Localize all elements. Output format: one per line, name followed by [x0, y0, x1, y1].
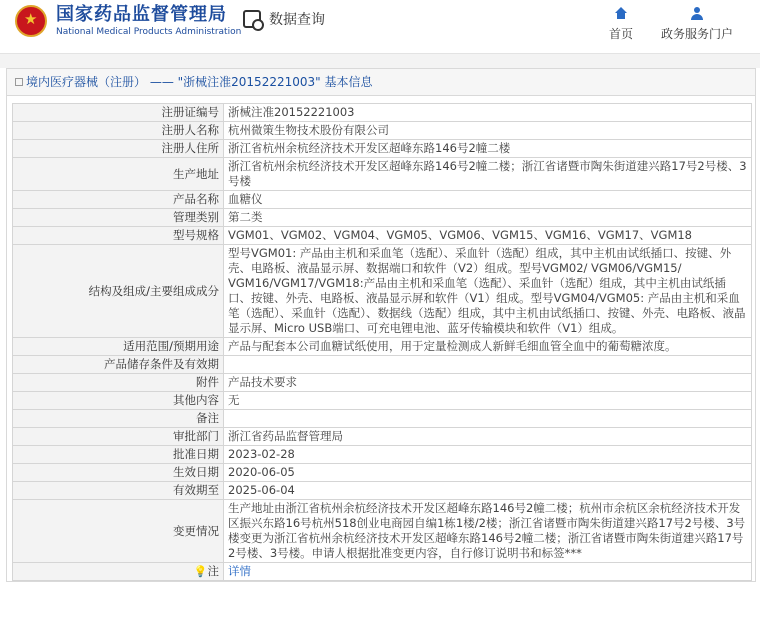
row-value: 浙械注准20152221003: [224, 104, 752, 122]
detail-panel: [6, 68, 756, 582]
table-row: [13, 227, 752, 245]
row-label: 生效日期: [13, 464, 224, 482]
row-value: 2025-06-04: [224, 482, 752, 500]
note-label-cell: [13, 563, 224, 581]
logo-text: [56, 4, 241, 38]
row-value: 第二类: [224, 209, 752, 227]
logo-title-en: National Medical Products Administration: [56, 27, 242, 37]
table-row: [13, 464, 752, 482]
row-label: 其他内容: [13, 392, 224, 410]
row-label: 结构及组成/主要组成成分: [13, 245, 224, 338]
row-value: 血糖仪: [224, 191, 752, 209]
search-document-icon: [243, 10, 261, 28]
row-value: 浙江省杭州余杭经济技术开发区超峰东路146号2幢二楼: [224, 140, 752, 158]
row-label: 变更情况: [13, 500, 224, 563]
user-icon: [657, 7, 737, 21]
national-emblem-icon: [15, 5, 47, 37]
table-row: [13, 428, 752, 446]
row-label: 备注: [13, 410, 224, 428]
home-icon: [606, 7, 636, 21]
table-row: [13, 158, 752, 191]
data-query-label: 数据查询: [269, 12, 325, 28]
table-row-note: [13, 563, 752, 581]
nav-gov-portal[interactable]: [657, 7, 737, 42]
table-row: [13, 191, 752, 209]
table-row: [13, 410, 752, 428]
table-row: [13, 356, 752, 374]
table-row: [13, 374, 752, 392]
row-label: 适用范围/预期用途: [13, 338, 224, 356]
row-label: 有效期至: [13, 482, 224, 500]
bulb-icon: 💡: [193, 565, 208, 578]
row-value: VGM01、VGM02、VGM04、VGM05、VGM06、VGM15、VGM16、VGM17、VGM18: [224, 227, 752, 245]
row-value: 浙江省杭州余杭经济技术开发区超峰东路146号2幢二楼；浙江省诸暨市陶朱街道建兴路17号2号楼、3号楼: [224, 158, 752, 191]
row-label: 注册证编号: [13, 104, 224, 122]
table-row: [13, 209, 752, 227]
table-row: [13, 104, 752, 122]
row-value: [224, 356, 752, 374]
row-value: 2020-06-05: [224, 464, 752, 482]
row-label: 附件: [13, 374, 224, 392]
nav-gov-portal-label: 政务服务门户: [660, 27, 733, 41]
detail-table: [12, 103, 752, 581]
table-row: [13, 392, 752, 410]
row-value: 产品与配套本公司血糖试纸使用，用于定量检测成人新鲜毛细血管全血中的葡萄糖浓度。: [224, 338, 752, 356]
table-row: [13, 140, 752, 158]
row-label: 产品名称: [13, 191, 224, 209]
header-gap: [0, 54, 760, 68]
note-value-cell: [224, 563, 752, 581]
row-value: [224, 410, 752, 428]
logo-title-cn: 国家药品监督管理局: [56, 4, 227, 25]
row-label: 批准日期: [13, 446, 224, 464]
table-row: [13, 482, 752, 500]
row-label: 审批部门: [13, 428, 224, 446]
row-value: 2023-02-28: [224, 446, 752, 464]
collapse-square-icon: [15, 78, 23, 86]
row-value: 型号VGM01: 产品由主机和采血笔（选配）、采血针（选配）组成，其中主机由试纸插口、按键、外壳、电路板、液晶显示屏、数据端口和软件（V2）组成。型号VGM02/ VGM06/VGM15/ VGM16/VGM17/VGM18:产品由主机和采血笔（选配）、采血针（选配）组成，其中主机由试纸插口、按键、外壳、电路板、液晶显示屏和软件（V1）组成。型号VGM04/VGM05: 产品由主机和采血笔（选配）、采血针（选配）、数据线（选配）组成，其中主机由试纸插口、按键、外壳、电路板、液晶显示屏、Micro USB端口、可充电锂电池、蓝牙传输模块和软件（V1）组成。: [224, 245, 752, 338]
site-logo[interactable]: [15, 4, 241, 38]
data-query-link[interactable]: [243, 9, 325, 29]
row-label: 产品储存条件及有效期: [13, 356, 224, 374]
row-label: 型号规格: [13, 227, 224, 245]
row-label: 生产地址: [13, 158, 224, 191]
note-label: 注: [207, 564, 219, 578]
row-value: 产品技术要求: [224, 374, 752, 392]
details-link[interactable]: 详情: [228, 564, 251, 578]
site-header: [0, 0, 760, 54]
row-label: 注册人名称: [13, 122, 224, 140]
table-row: [13, 338, 752, 356]
table-row: [13, 122, 752, 140]
nav-home-label: 首页: [608, 27, 633, 41]
nav-home[interactable]: [606, 7, 636, 42]
row-label: 管理类别: [13, 209, 224, 227]
breadcrumb-text: 境内医疗器械（注册） —— "浙械注准20152221003" 基本信息: [26, 75, 373, 89]
row-value: 生产地址由浙江省杭州余杭经济技术开发区超峰东路146号2幢二楼；杭州市余杭区余杭经济技术开发区振兴东路16号杭州518创业电商园自编1栋1楼/2楼；浙江省诸暨市陶朱街道建兴路17号2号楼、3号楼变更为浙江省杭州余杭经济技术开发区超峰东路146号2幢二楼；浙江省诸暨市陶朱街道建兴路17号2号楼、3号楼。申请人根据批准变更内容，自行修订说明书和标签***: [224, 500, 752, 563]
table-row: [13, 500, 752, 563]
table-row: [13, 245, 752, 338]
row-value: 无: [224, 392, 752, 410]
breadcrumb: [7, 69, 755, 96]
row-value: 杭州微策生物技术股份有限公司: [224, 122, 752, 140]
row-label: 注册人住所: [13, 140, 224, 158]
table-row: [13, 446, 752, 464]
row-value: 浙江省药品监督管理局: [224, 428, 752, 446]
